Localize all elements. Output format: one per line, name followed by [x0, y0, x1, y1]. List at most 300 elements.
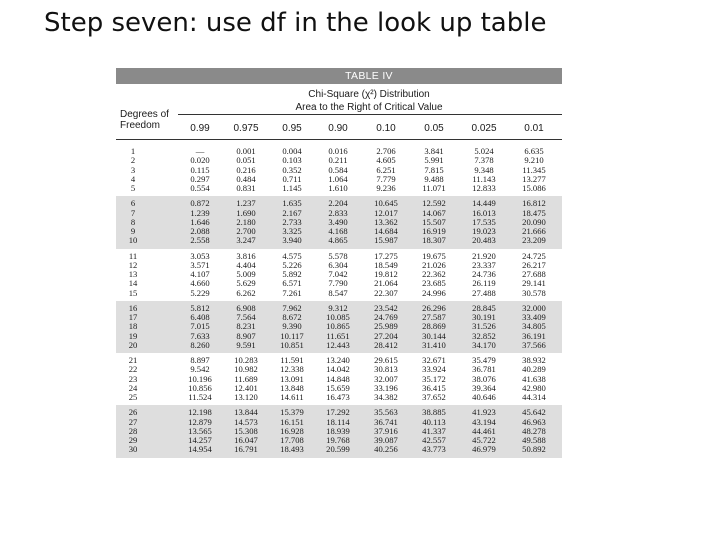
value-cell: 21.666: [522, 226, 546, 236]
value-cell: 8.672: [282, 312, 302, 322]
value-cell: 23.337: [472, 259, 496, 270]
df-cell: 7: [130, 207, 136, 218]
value-cell: 6.304: [328, 259, 348, 270]
value-cell: 36.741: [374, 416, 398, 427]
df-cell: 23: [128, 373, 138, 384]
value-cell: 23.542: [374, 302, 398, 313]
value-cell: 26.119: [472, 278, 496, 289]
value-cell: 46.963: [522, 416, 546, 427]
value-cell: 40.256: [374, 444, 398, 455]
value-cell: 35.563: [374, 407, 398, 418]
row-group: [116, 405, 562, 457]
table-subtitle: Chi-Square (χ²) Distribution: [308, 89, 430, 100]
value-cell: 10.851: [280, 339, 304, 350]
value-cell: 5.812: [190, 302, 210, 313]
value-cell: 0.103: [282, 155, 302, 166]
row-group: [116, 301, 562, 353]
column-header: 0.90: [328, 123, 348, 134]
value-cell: 10.196: [188, 373, 212, 384]
value-cell: 3.841: [424, 146, 444, 156]
value-cell: 28.869: [422, 321, 446, 332]
df-cell: 25: [128, 392, 138, 402]
value-cell: 14.257: [188, 435, 212, 445]
chi-square-table: [116, 68, 562, 514]
value-cell: 16.151: [280, 416, 304, 427]
value-cell: 12.879: [188, 416, 212, 427]
value-cell: 9.312: [328, 302, 348, 313]
value-cell: 35.479: [472, 355, 496, 365]
value-cell: 2.733: [282, 216, 302, 227]
value-cell: 33.196: [374, 382, 398, 393]
value-cell: 18.939: [326, 425, 350, 436]
value-cell: 6.408: [190, 312, 210, 322]
df-cell: 20: [128, 339, 138, 350]
value-cell: 13.848: [280, 382, 304, 393]
value-cell: 20.483: [472, 235, 496, 246]
value-cell: 0.016: [328, 146, 348, 156]
value-cell: 25.989: [374, 321, 398, 332]
value-cell: 1.635: [282, 198, 302, 209]
value-cell: 27.688: [522, 269, 546, 279]
value-cell: 14.573: [234, 416, 258, 427]
value-cell: 28.412: [374, 339, 398, 350]
df-cell: 8: [130, 216, 136, 227]
value-cell: 0.297: [190, 173, 210, 184]
value-cell: 2.180: [236, 216, 256, 227]
df-cell: 5: [130, 183, 136, 193]
value-cell: 14.954: [188, 444, 212, 455]
value-cell: 7.015: [190, 321, 210, 332]
value-cell: 7.261: [282, 287, 302, 298]
slide-title: Step seven: use df in the look up table: [44, 8, 547, 38]
column-header: 0.025: [471, 123, 497, 134]
value-cell: 12.833: [472, 183, 496, 193]
value-cell: 2.204: [328, 198, 348, 209]
value-cell: 17.708: [280, 435, 304, 445]
df-header: [120, 109, 180, 131]
value-cell: 3.325: [282, 226, 302, 236]
value-cell: 48.278: [522, 425, 546, 436]
value-cell: 44.461: [472, 425, 496, 436]
value-cell: 22.307: [374, 287, 398, 298]
table-row: [116, 289, 562, 298]
value-cell: 7.564: [236, 312, 256, 322]
value-cell: 15.987: [374, 235, 398, 246]
value-cell: 37.652: [422, 392, 446, 402]
value-cell: 30.191: [472, 312, 496, 322]
value-cell: 43.773: [422, 444, 446, 455]
value-cell: 26.217: [522, 259, 546, 270]
table-row: [116, 393, 562, 402]
value-cell: 10.085: [326, 312, 350, 322]
value-cell: 2.558: [190, 235, 210, 246]
value-cell: 17.275: [374, 250, 398, 261]
value-cell: 16.791: [234, 444, 258, 455]
value-cell: 1.690: [236, 207, 256, 218]
value-cell: 6.908: [236, 302, 256, 313]
value-cell: 11.651: [326, 330, 350, 341]
value-cell: 19.023: [472, 226, 496, 236]
row-group: [116, 249, 562, 301]
value-cell: 3.940: [282, 235, 302, 246]
value-cell: 5.991: [424, 155, 444, 166]
value-cell: 10.856: [188, 382, 212, 393]
value-cell: 8.260: [190, 339, 210, 350]
value-cell: 10.645: [374, 198, 398, 209]
value-cell: 0.115: [190, 164, 210, 175]
value-cell: 7.378: [474, 155, 494, 166]
value-cell: —: [195, 146, 205, 156]
value-cell: 9.390: [282, 321, 302, 332]
value-cell: 8.897: [190, 355, 210, 365]
value-cell: 15.507: [422, 216, 446, 227]
value-cell: 11.345: [522, 164, 546, 175]
value-cell: 1.610: [328, 183, 348, 193]
table-banner: TABLE IV: [116, 68, 562, 84]
table-row: [116, 341, 562, 350]
value-cell: 24.996: [422, 287, 446, 298]
value-cell: 10.865: [326, 321, 350, 332]
value-cell: 40.113: [422, 416, 446, 427]
value-cell: 35.172: [422, 373, 446, 384]
value-cell: 0.020: [190, 155, 210, 166]
value-cell: 16.473: [326, 392, 350, 402]
value-cell: 32.000: [522, 302, 546, 313]
value-cell: 13.091: [280, 373, 304, 384]
value-cell: 1.145: [282, 183, 302, 193]
value-cell: 9.591: [236, 339, 256, 350]
value-cell: 11.071: [422, 183, 446, 193]
table-row: [116, 184, 562, 193]
df-cell: 17: [128, 312, 138, 322]
value-cell: 14.067: [422, 207, 446, 218]
value-cell: 2.706: [376, 146, 396, 156]
value-cell: 16.047: [234, 435, 258, 445]
value-cell: 0.001: [236, 146, 256, 156]
value-cell: 11.143: [472, 173, 496, 184]
value-cell: 0.584: [328, 164, 348, 175]
value-cell: 4.107: [190, 269, 210, 279]
value-cell: 11.689: [234, 373, 258, 384]
value-cell: 4.865: [328, 235, 348, 246]
value-cell: 26.296: [422, 302, 446, 313]
value-cell: 2.088: [190, 226, 210, 236]
value-cell: 3.053: [190, 250, 210, 261]
value-cell: 31.410: [422, 339, 446, 350]
value-cell: 0.711: [282, 173, 302, 184]
column-header: 0.95: [282, 123, 302, 134]
value-cell: 0.554: [190, 183, 210, 193]
value-cell: 4.404: [236, 259, 256, 270]
value-cell: 38.932: [522, 355, 546, 365]
value-cell: 19.812: [374, 269, 398, 279]
value-cell: 13.277: [522, 173, 546, 184]
df-cell: 27: [128, 416, 138, 427]
value-cell: 24.725: [522, 250, 546, 261]
value-cell: 13.362: [374, 216, 398, 227]
value-cell: 17.292: [326, 407, 350, 418]
df-cell: 24: [128, 382, 138, 393]
df-cell: 11: [128, 250, 138, 261]
value-cell: 29.141: [522, 278, 546, 289]
value-cell: 45.722: [472, 435, 496, 445]
row-group: [116, 196, 562, 248]
value-cell: 7.042: [328, 269, 348, 279]
column-header: 0.975: [233, 123, 259, 134]
column-header: 0.99: [190, 123, 210, 134]
table-body: [116, 144, 562, 458]
value-cell: 30.578: [522, 287, 546, 298]
value-cell: 18.493: [280, 444, 304, 455]
value-cell: 9.210: [524, 155, 544, 166]
value-cell: 12.198: [188, 407, 212, 418]
row-group: [116, 144, 562, 196]
value-cell: 14.449: [472, 198, 496, 209]
column-header: 0.05: [424, 123, 444, 134]
value-cell: 19.768: [326, 435, 350, 445]
value-cell: 41.337: [422, 425, 446, 436]
value-cell: 0.004: [282, 146, 302, 156]
value-cell: 2.167: [282, 207, 302, 218]
value-cell: 50.892: [522, 444, 546, 455]
value-cell: 0.872: [190, 198, 210, 209]
value-cell: 6.251: [376, 164, 396, 175]
value-cell: 20.599: [326, 444, 350, 455]
value-cell: 5.229: [190, 287, 210, 298]
value-cell: 8.547: [328, 287, 348, 298]
value-cell: 6.635: [524, 146, 544, 156]
value-cell: 11.524: [188, 392, 212, 402]
df-cell: 16: [128, 302, 138, 313]
df-cell: 21: [128, 355, 138, 365]
value-cell: 14.042: [326, 364, 350, 375]
df-cell: 10: [128, 235, 138, 246]
value-cell: 0.831: [236, 183, 256, 193]
value-cell: 32.671: [422, 355, 446, 365]
value-cell: 34.805: [522, 321, 546, 332]
value-cell: 1.064: [328, 173, 348, 184]
value-cell: 18.475: [522, 207, 546, 218]
value-cell: 36.781: [472, 364, 496, 375]
value-cell: 16.812: [522, 198, 546, 209]
value-cell: 22.362: [422, 269, 446, 279]
value-cell: 16.013: [472, 207, 496, 218]
value-cell: 10.982: [234, 364, 258, 375]
value-cell: 45.642: [522, 407, 546, 418]
df-cell: 15: [128, 287, 138, 298]
value-cell: 27.587: [422, 312, 446, 322]
value-cell: 2.700: [236, 226, 256, 236]
value-cell: 24.769: [374, 312, 398, 322]
value-cell: 12.443: [326, 339, 350, 350]
value-cell: 13.565: [188, 425, 212, 436]
value-cell: 3.816: [236, 250, 256, 261]
value-cell: 0.211: [328, 155, 348, 166]
value-cell: 21.920: [472, 250, 496, 261]
value-cell: 4.660: [190, 278, 210, 289]
value-cell: 34.170: [472, 339, 496, 350]
value-cell: 15.086: [522, 183, 546, 193]
value-cell: 30.813: [374, 364, 398, 375]
value-cell: 12.592: [422, 198, 446, 209]
value-cell: 15.379: [280, 407, 304, 418]
value-cell: 14.848: [326, 373, 350, 384]
df-cell: 18: [128, 321, 138, 332]
value-cell: 49.588: [522, 435, 546, 445]
value-cell: 5.629: [236, 278, 256, 289]
df-cell: 29: [128, 435, 138, 445]
df-cell: 4: [130, 173, 136, 184]
df-cell: 26: [128, 407, 138, 418]
value-cell: 18.307: [422, 235, 446, 246]
value-cell: 7.815: [424, 164, 444, 175]
value-cell: 13.240: [326, 355, 350, 365]
value-cell: 0.484: [236, 173, 256, 184]
value-cell: 39.364: [472, 382, 496, 393]
value-cell: 4.605: [376, 155, 396, 166]
value-cell: 20.090: [522, 216, 546, 227]
df-cell: 28: [128, 425, 138, 436]
column-header-row: [116, 109, 562, 140]
value-cell: 38.885: [422, 407, 446, 418]
df-cell: 2: [130, 155, 136, 166]
value-cell: 43.194: [472, 416, 496, 427]
df-cell: 22: [128, 364, 138, 375]
value-cell: 21.064: [374, 278, 398, 289]
value-cell: 27.204: [374, 330, 398, 341]
value-cell: 13.844: [234, 407, 258, 418]
value-cell: 6.571: [282, 278, 302, 289]
value-cell: 7.790: [328, 278, 348, 289]
value-cell: 28.845: [472, 302, 496, 313]
value-cell: 36.415: [422, 382, 446, 393]
value-cell: 7.779: [376, 173, 396, 184]
value-cell: 8.231: [236, 321, 256, 332]
value-cell: 23.685: [422, 278, 446, 289]
value-cell: 15.308: [234, 425, 258, 436]
value-cell: 3.247: [236, 235, 256, 246]
value-cell: 14.684: [374, 226, 398, 236]
value-cell: 9.488: [424, 173, 444, 184]
value-cell: 44.314: [522, 392, 546, 402]
value-cell: 5.578: [328, 250, 348, 261]
value-cell: 12.401: [234, 382, 258, 393]
value-cell: 16.919: [422, 226, 446, 236]
value-cell: 24.736: [472, 269, 496, 279]
value-cell: 4.168: [328, 226, 348, 236]
value-cell: 0.216: [236, 164, 256, 175]
value-cell: 7.633: [190, 330, 210, 341]
value-cell: 36.191: [522, 330, 546, 341]
value-cell: 41.923: [472, 407, 496, 418]
table-row: [116, 445, 562, 454]
df-cell: 6: [130, 198, 136, 209]
column-header: 0.01: [524, 123, 544, 134]
value-cell: 5.226: [282, 259, 302, 270]
df-cell: 14: [128, 278, 138, 289]
df-header-line1: Degrees of: [120, 109, 169, 120]
value-cell: 16.928: [280, 425, 304, 436]
column-header: 0.10: [376, 123, 396, 134]
value-cell: 18.114: [326, 416, 350, 427]
value-cell: 18.549: [374, 259, 398, 270]
value-cell: 14.611: [280, 392, 304, 402]
df-cell: 30: [128, 444, 138, 455]
value-cell: 0.051: [236, 155, 256, 166]
value-cell: 30.144: [422, 330, 446, 341]
value-cell: 29.615: [374, 355, 398, 365]
area-label: Area to the Right of Critical Value: [295, 102, 443, 113]
df-header-line2: Freedom: [120, 120, 161, 131]
value-cell: 1.239: [190, 207, 210, 218]
value-cell: 37.916: [374, 425, 398, 436]
value-cell: 33.409: [522, 312, 546, 322]
value-cell: 4.575: [282, 250, 302, 261]
value-cell: 12.338: [280, 364, 304, 375]
value-cell: 5.892: [282, 269, 302, 279]
value-cell: 9.236: [376, 183, 396, 193]
table-row: [116, 236, 562, 245]
value-cell: 31.526: [472, 321, 496, 332]
value-cell: 1.237: [236, 198, 256, 209]
df-cell: 12: [128, 259, 138, 270]
df-cell: 19: [128, 330, 138, 341]
value-cell: 10.117: [280, 330, 304, 341]
value-cell: 7.962: [282, 302, 302, 313]
value-cell: 19.675: [422, 250, 446, 261]
value-cell: 0.352: [282, 164, 302, 175]
value-cell: 42.557: [422, 435, 446, 445]
value-cell: 12.017: [374, 207, 398, 218]
value-cell: 15.659: [326, 382, 350, 393]
value-cell: 10.283: [234, 355, 258, 365]
value-cell: 1.646: [190, 216, 210, 227]
value-cell: 27.488: [472, 287, 496, 298]
value-cell: 40.289: [522, 364, 546, 375]
value-cell: 5.024: [474, 146, 494, 156]
df-cell: 1: [130, 146, 136, 156]
value-cell: 11.591: [280, 355, 304, 365]
value-cell: 34.382: [374, 392, 398, 402]
df-cell: 13: [128, 269, 138, 279]
value-cell: 17.535: [472, 216, 496, 227]
value-cell: 13.120: [234, 392, 258, 402]
value-cell: 21.026: [422, 259, 446, 270]
value-cell: 40.646: [472, 392, 496, 402]
value-cell: 46.979: [472, 444, 496, 455]
df-cell: 9: [130, 226, 136, 236]
value-cell: 9.542: [190, 364, 210, 375]
value-cell: 23.209: [522, 235, 546, 246]
value-cell: 38.076: [472, 373, 496, 384]
value-cell: 6.262: [236, 287, 256, 298]
value-cell: 9.348: [474, 164, 494, 175]
value-cell: 3.490: [328, 216, 348, 227]
value-cell: 5.009: [236, 269, 256, 279]
value-cell: 37.566: [522, 339, 546, 350]
value-cell: 32.852: [472, 330, 496, 341]
value-cell: 41.638: [522, 373, 546, 384]
value-cell: 42.980: [522, 382, 546, 393]
value-cell: 2.833: [328, 207, 348, 218]
df-cell: 3: [130, 164, 136, 175]
row-group: [116, 353, 562, 405]
value-cell: 32.007: [374, 373, 398, 384]
value-cell: 33.924: [422, 364, 446, 375]
value-cell: 3.571: [190, 259, 210, 270]
value-cell: 8.907: [236, 330, 256, 341]
value-cell: 39.087: [374, 435, 398, 445]
